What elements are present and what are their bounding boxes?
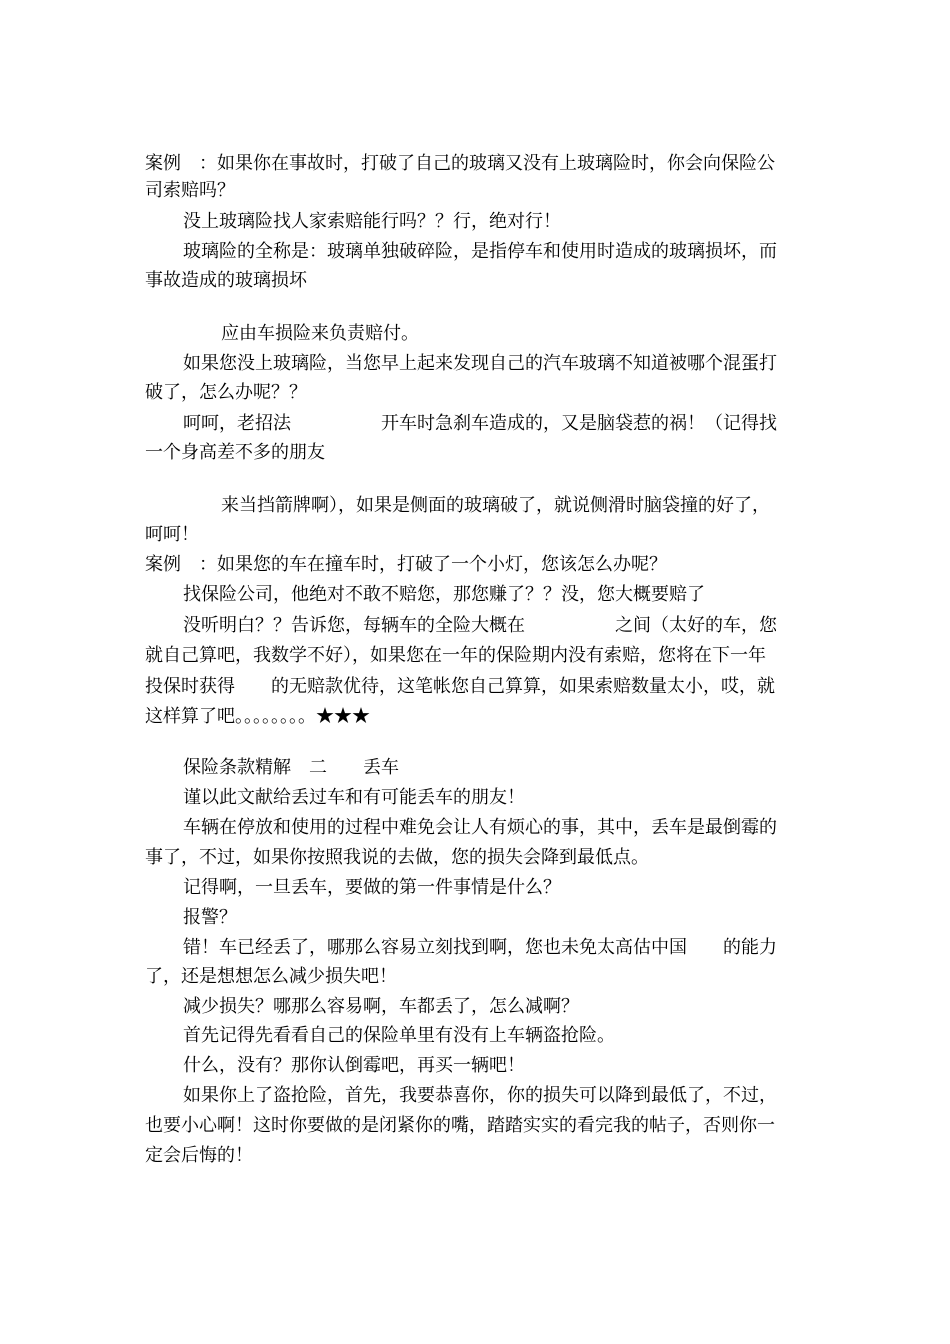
text-line: 错！车已经丢了，哪那么容易立刻找到啊，您也未免太高估中国 的能力	[183, 937, 777, 958]
text-line: 呵呵！	[145, 524, 199, 545]
text-line: 玻璃险的全称是：玻璃单独破碎险，是指停车和使用时造成的玻璃损坏，而	[183, 241, 777, 262]
text-line: 应由车损险来负责赔付。	[221, 323, 419, 344]
text-line: 如果您没上玻璃险，当您早上起来发现自己的汽车玻璃不知道被哪个混蛋打	[183, 353, 777, 374]
text-line: 投保时获得 的无赔款优待，这笔帐您自己算算，如果索赔数量太小，哎，就	[145, 676, 775, 697]
text-line: 也要小心啊！这时你要做的是闭紧你的嘴，踏踏实实的看完我的帖子，否则你一	[145, 1115, 775, 1136]
text-line: 这样算了吧。。。。。。。。★★★	[145, 706, 370, 727]
text-line: 呵呵，老招法 开车时急刹车造成的，又是脑袋惹的祸！（记得找	[183, 413, 777, 434]
text-line: 事了，不过，如果你按照我说的去做，您的损失会降到最低点。	[145, 847, 649, 868]
text-line: 了，还是想想怎么减少损失吧！	[145, 966, 397, 987]
text-line: 司索赔吗？	[145, 180, 235, 201]
text-line: 案例 ：如果您的车在撞车时，打破了一个小灯，您该怎么办呢？	[145, 554, 667, 575]
text-line: 破了，怎么办呢？？	[145, 382, 307, 403]
text-line: 如果你上了盗抢险，首先，我要恭喜你，你的损失可以降到最低了，不过，	[183, 1085, 777, 1106]
text-line: 减少损失？哪那么容易啊，车都丢了，怎么减啊？	[183, 996, 579, 1017]
text-line: 案例 ：如果你在事故时，打破了自己的玻璃又没有上玻璃险时，你会向保险公	[145, 153, 775, 174]
section-heading: 保险条款精解 二 丢车	[183, 757, 399, 778]
text-line: 没听明白？？告诉您，每辆车的全险大概在 之间（太好的车，您	[183, 615, 777, 636]
text-line: 就自己算吧，我数学不好），如果您在一年的保险期内没有索赔，您将在下一年	[145, 645, 766, 666]
text-line: 事故造成的玻璃损坏	[145, 270, 307, 291]
text-line: 一个身高差不多的朋友	[145, 442, 325, 463]
text-line: 没上玻璃险找人家索赔能行吗？？行，绝对行！	[183, 211, 561, 232]
text-line: 定会后悔的！	[145, 1145, 253, 1166]
text-line: 来当挡箭牌啊），如果是侧面的玻璃破了，就说侧滑时脑袋撞的好了，	[221, 495, 770, 516]
text-line: 找保险公司，他绝对不敢不赔您，那您赚了？？没，您大概要赔了	[183, 584, 705, 605]
text-line: 首先记得先看看自己的保险单里有没有上车辆盗抢险。	[183, 1025, 615, 1046]
text-line: 记得啊，一旦丢车，要做的第一件事情是什么？	[183, 877, 561, 898]
text-line: 谨以此文献给丢过车和有可能丢车的朋友！	[183, 787, 525, 808]
text-line: 车辆在停放和使用的过程中难免会让人有烦心的事，其中，丢车是最倒霉的	[183, 817, 777, 838]
text-line: 报警？	[183, 907, 237, 928]
text-line: 什么，没有？那你认倒霉吧，再买一辆吧！	[183, 1055, 525, 1076]
